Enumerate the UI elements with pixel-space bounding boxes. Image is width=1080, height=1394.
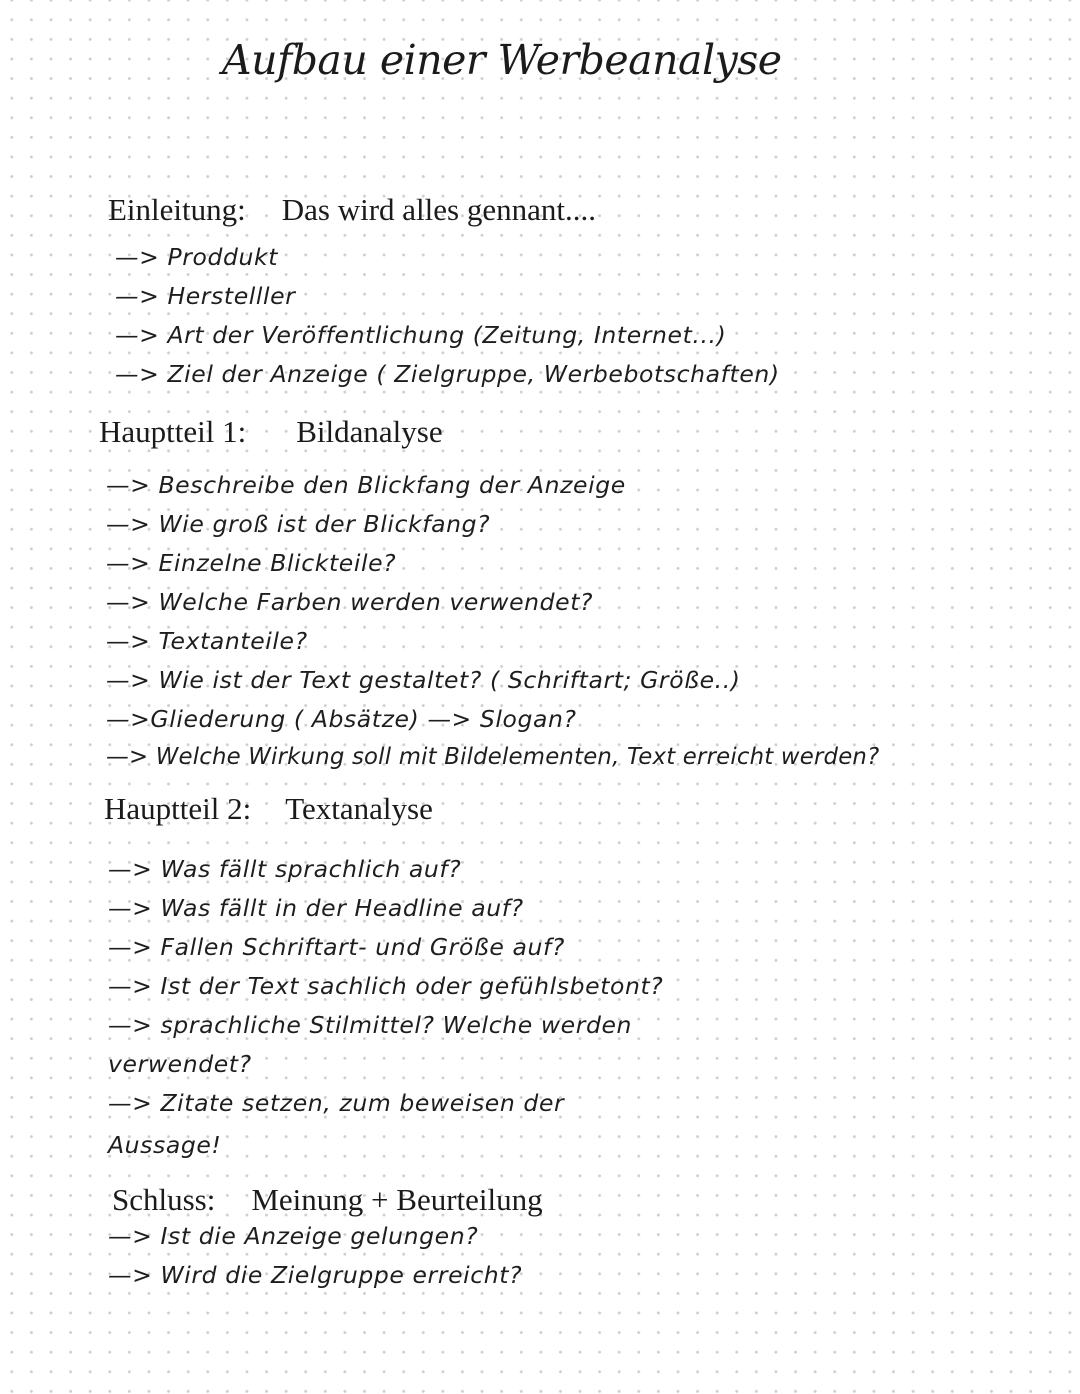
list-item: —> Beschreibe den Blickfang der Anzeige bbox=[106, 471, 626, 499]
list-item: —> Welche Farben werden verwendet? bbox=[106, 588, 594, 616]
list-item: —> sprachliche Stilmittel? Welche werden bbox=[108, 1011, 633, 1039]
section-label: Schluss: bbox=[112, 1182, 216, 1217]
list-item: —> Proddukt bbox=[115, 243, 279, 271]
list-item: —> Was fällt sprachlich auf? bbox=[108, 855, 462, 883]
page-title: Aufbau einer Werbeanalyse bbox=[222, 36, 782, 84]
list-item-continuation: verwendet? bbox=[108, 1050, 252, 1078]
list-item: —> Ist der Text sachlich oder gefühlsbetont? bbox=[108, 972, 664, 1000]
section-heading-hauptteil-1 bbox=[99, 414, 443, 450]
list-item: —> Zitate setzen, zum beweisen der bbox=[108, 1089, 565, 1117]
list-item: —> Wie ist der Text gestaltet? ( Schriftart; Größe..) bbox=[106, 666, 741, 694]
list-item: —> Einzelne Blickteile? bbox=[106, 549, 397, 577]
section-subtitle: Das wird alles gennant.... bbox=[281, 192, 596, 227]
section-subtitle: Textanalyse bbox=[285, 791, 433, 826]
list-item: —>Gliederung ( Absätze) —> Slogan? bbox=[106, 705, 577, 733]
section-label: Einleitung: bbox=[108, 192, 246, 227]
list-item: —> Wie groß ist der Blickfang? bbox=[106, 510, 491, 538]
section-subtitle: Bildanalyse bbox=[296, 414, 443, 449]
list-item: —> Welche Wirkung soll mit Bildelementen, Text erreicht werden? bbox=[106, 744, 880, 770]
section-heading-einleitung bbox=[108, 192, 596, 228]
section-heading-hauptteil-2 bbox=[104, 791, 433, 827]
list-item: —> Textanteile? bbox=[106, 627, 308, 655]
list-item: —> Ziel der Anzeige ( Zielgruppe, Werbebotschaften) bbox=[115, 360, 780, 388]
list-item: —> Wird die Zielgruppe erreicht? bbox=[108, 1261, 523, 1289]
section-label: Hauptteil 2: bbox=[104, 791, 252, 826]
section-label: Hauptteil 1: bbox=[99, 414, 247, 449]
list-item: —> Herstelller bbox=[115, 282, 296, 310]
list-item: —> Fallen Schriftart- und Größe auf? bbox=[108, 933, 565, 961]
list-item-continuation: Aussage! bbox=[108, 1131, 222, 1159]
section-heading-schluss bbox=[112, 1182, 543, 1218]
list-item: —> Was fällt in der Headline auf? bbox=[108, 894, 524, 922]
section-subtitle: Meinung + Beurteilung bbox=[251, 1182, 543, 1217]
list-item: —> Ist die Anzeige gelungen? bbox=[108, 1222, 479, 1250]
list-item: —> Art der Veröffentlichung (Zeitung, Internet...) bbox=[115, 321, 727, 349]
